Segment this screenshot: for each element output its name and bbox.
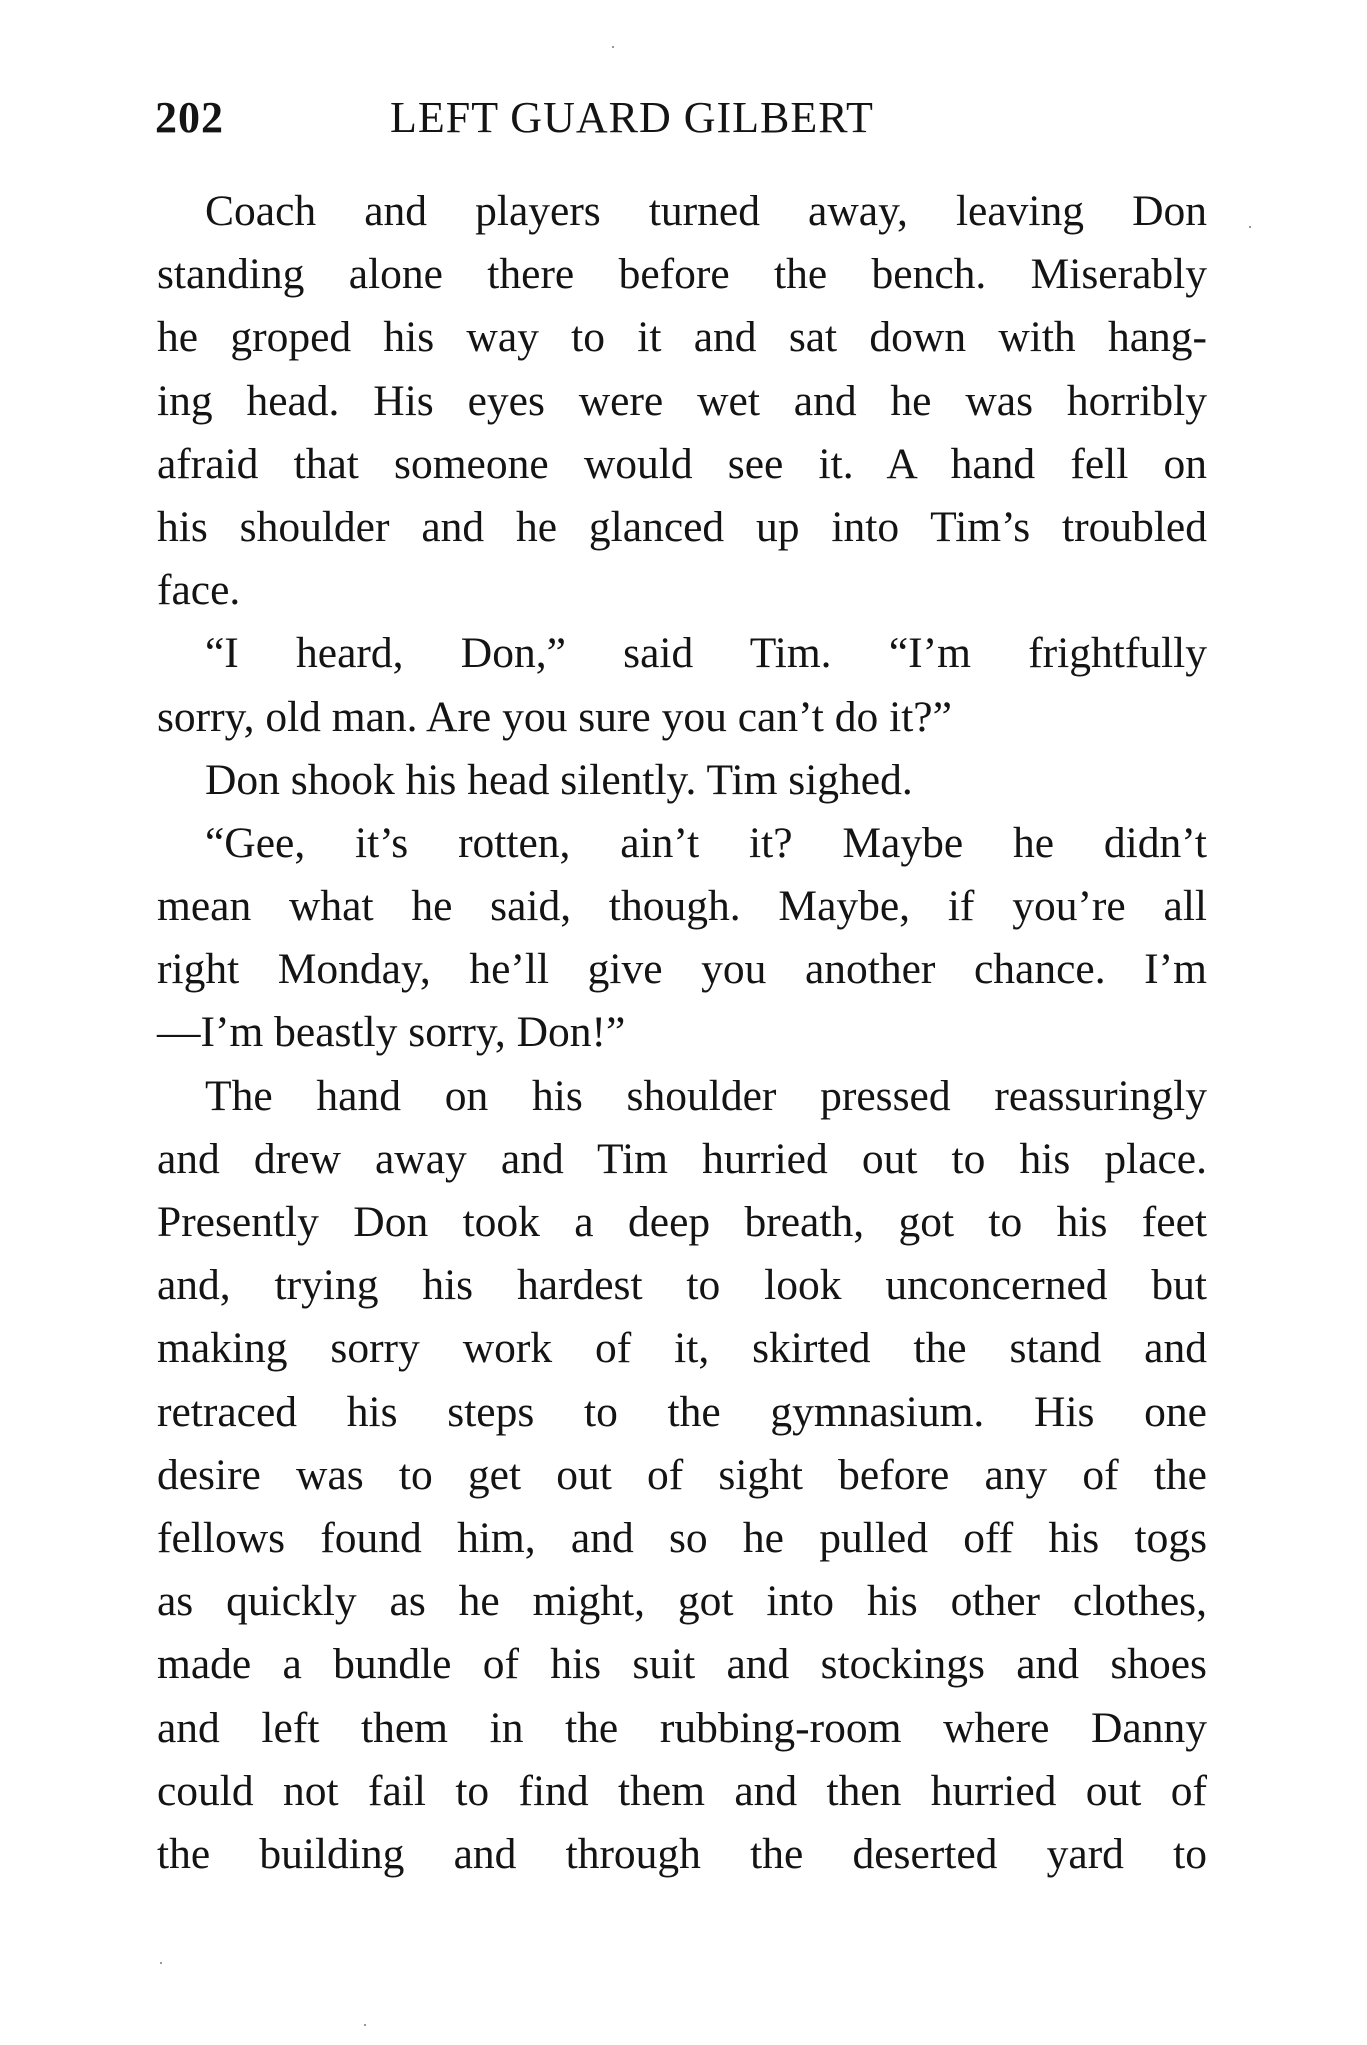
scan-speck [612,46,614,48]
text-line: mean what he said, though. Maybe, if you’re all [157,882,1207,931]
text-line: —I’m beastly sorry, Don!” [157,1008,626,1057]
text-line: could not fail to find them and then hurried out of [157,1766,1207,1815]
scan-speck [364,2024,366,2026]
scan-speck [1249,226,1251,228]
text-line: and drew away and Tim hurried out to his place. [157,1134,1207,1183]
text-line: retraced his steps to the gymnasium. His one [157,1387,1207,1436]
body-text [157,180,1207,1886]
text-line: Presently Don took a deep breath, got to his feet [157,1198,1207,1246]
text-line: ing head. His eyes were wet and he was horribly [157,376,1207,425]
text-line: fellows found him, and so he pulled off his togs [157,1513,1207,1562]
text-line: afraid that someone would see it. A hand fell on [157,439,1207,488]
text-line: desire was to get out of sight before any of the [157,1450,1207,1499]
text-line: “Gee, it’s rotten, ain’t it? Maybe he didn’t [205,818,1207,867]
text-line: Don shook his head silently. Tim sighed. [205,755,913,804]
scan-speck [160,1962,162,1964]
text-line: right Monday, he’ll give you another chance. I’m [157,945,1207,994]
text-line: standing alone there before the bench. Miserably [157,250,1207,299]
text-line: and left them in the rubbing-room where Danny [157,1703,1207,1752]
text-line: making sorry work of it, skirted the stand and [157,1324,1207,1373]
page-number: 202 [155,93,224,142]
text-line: as quickly as he might, got into his other clothes, [157,1577,1207,1626]
text-line: and, trying his hardest to look unconcerned but [157,1261,1207,1310]
running-title: LEFT GUARD GILBERT [390,93,874,142]
page-header [155,92,1215,152]
text-line: his shoulder and he glanced up into Tim’s troubled [157,502,1207,551]
text-line: sorry, old man. Are you sure you can’t do it?” [157,692,952,741]
text-line: “I heard, Don,” said Tim. “I’m frightfully [205,629,1207,678]
text-line: made a bundle of his suit and stockings and shoes [157,1640,1207,1689]
text-line: the building and through the deserted yard to [157,1829,1207,1878]
text-line: face. [157,566,241,615]
text-line: he groped his way to it and sat down with hang- [157,313,1207,362]
text-line: The hand on his shoulder pressed reassuringly [205,1071,1207,1120]
text-line: Coach and players turned away, leaving Don [205,187,1207,235]
